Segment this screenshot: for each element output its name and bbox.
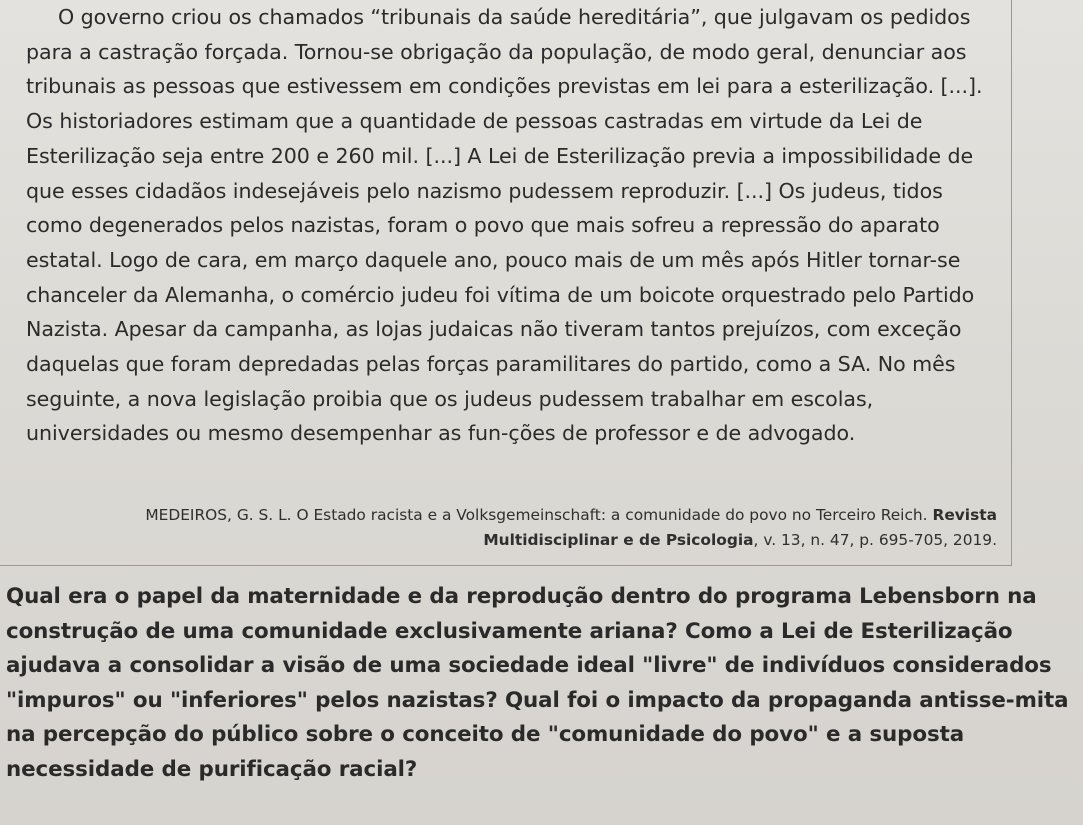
citation-details: , v. 13, n. 47, p. 695-705, 2019.	[753, 531, 997, 549]
question-text: Qual era o papel da maternidade e da reprodução dentro do programa Lebensborn na construção de uma comunidade exclusivamente ariana? Como a Lei de Esterilização ajudava a consolidar a visão de uma sociedade ideal "livre" de indivíduos considerados "impuros" ou "inferiores" pelos nazistas? Qual foi o impacto da propaganda antisse-mita na percepção do público sobre o conceito de "comunidade do povo" e a suposta necessidade de purificação racial?	[6, 584, 1069, 782]
quote-text: O governo criou os chamados “tribunais da saúde hereditária”, que julgavam os pedidos para a castração forçada. Tornou-se obrigação da população, de modo geral, denunciar aos tribunais as pessoas que estivessem em condições previstas em lei para a esterilização. [...]. Os historiadores estimam que a quantidade de pessoas castradas em virtude da Lei de Esterilização seja entre 200 e 260 mil. [...] A Lei de Esterilização previa a impossibilidade de que esses cidadãos indesejáveis pelo nazismo pudessem reproduzir. [...] Os judeus, tidos como degenerados pelos nazistas, foram o povo que mais sofreu a repressão do aparato estatal. Logo de cara, em março daquele ano, pouco mais de um mês após Hitler tornar-se chanceler da Alemanha, o comércio judeu foi vítima de um boicote orquestrado pelo Partido Nazista. Apesar da campanha, as lojas judaicas não tiveram tantos prejuízos, com exceção daquelas que foram depredadas pelas forças paramilitares do partido, como a SA. No mês seguinte, a nova legislação proibia que os judeus pudessem trabalhar em escolas, universidades ou mesmo desempenhar as fun-ções de professor e de advogado.	[26, 5, 983, 446]
citation-journal: Revista Multidisciplinar e de Psicologia	[483, 506, 997, 549]
citation-authors: MEDEIROS, G. S. L. O Estado racista e a Volksgemeinschaft: a comunidade do povo no Terceiro Reich.	[145, 506, 928, 524]
citation	[112, 503, 997, 553]
